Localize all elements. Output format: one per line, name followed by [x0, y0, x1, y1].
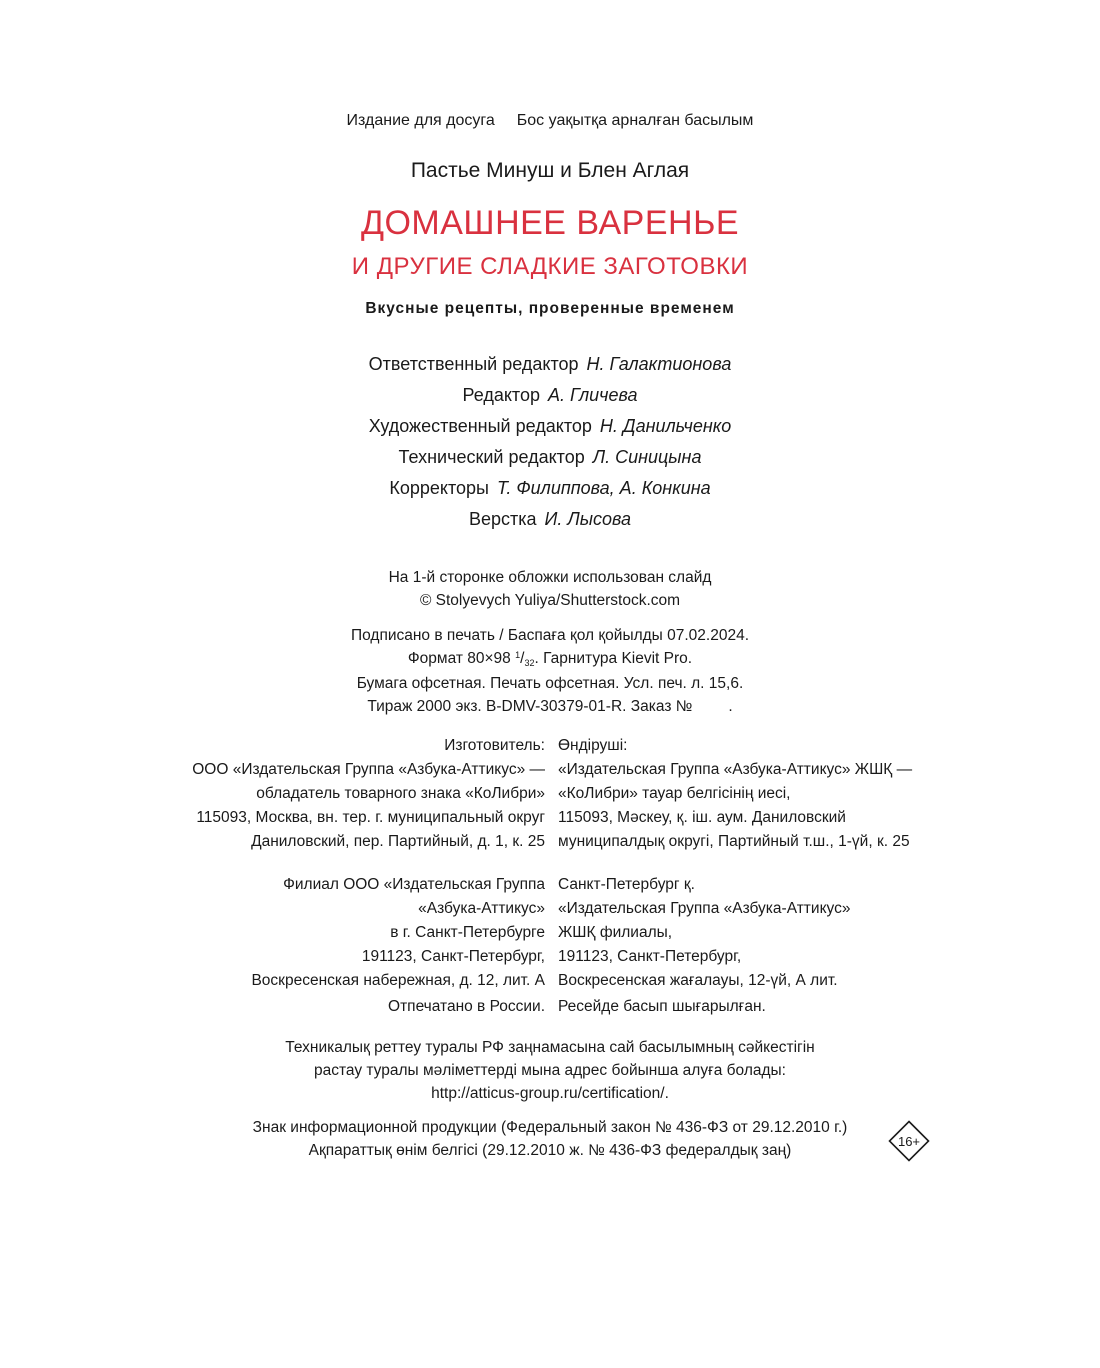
credit-name: Н. Данильченко	[599, 416, 732, 436]
credit-row	[0, 414, 1100, 445]
book-title: ДОМАШНЕЕ ВАРЕНЬЕ	[360, 204, 740, 242]
print-signed-line: Подписано в печать / Баспаға қол қойылды 07.02.2024.	[350, 627, 750, 644]
print-format-line: Формат 80×98 $^1$/32. Гарнитура Kievit Pro.	[407, 650, 693, 668]
age-rating-badge-icon	[888, 1120, 930, 1162]
edition-type-kz: Бос уақытқа арналған басылым	[516, 112, 754, 129]
certification-link[interactable]: http://atticus-group.ru/certification/.	[431, 1085, 669, 1102]
credit-name: И. Лысова	[544, 509, 632, 529]
credits-list	[0, 352, 1100, 538]
cover-note-line: На 1-й сторонке обложки использован слайд	[388, 569, 712, 586]
credit-role: Технический редактор	[398, 447, 585, 467]
credit-name: Т. Филиппова, А. Конкина	[496, 478, 711, 498]
credit-row	[0, 445, 1100, 476]
branch-ru: Филиал ООО «Издательская Группа «Азбука-Аттикус» в г. Санкт-Петербурге 191123, Санкт-Петербург, Воскресенская набережная, д. 12, лит. А	[251, 876, 545, 989]
cover-note-credit: © Stolyevych Yuliya/Shutterstock.com	[419, 592, 681, 609]
printed-in-kz: Ресейде басып шығарылған.	[558, 998, 766, 1015]
book-tagline: Вкусные рецепты, проверенные временем	[365, 300, 735, 317]
age-rating-text: 16+	[897, 1134, 921, 1149]
branch-kz: Санкт-Петербург қ. «Издательская Группа «Азбука-Аттикус» ЖШҚ филиалы, 191123, Санкт-Петербург, Воскресенская жағалауы, 12-үй, А лит.	[558, 876, 851, 989]
print-paper-line: Бумага офсетная. Печать офсетная. Усл. печ. л. 15,6.	[356, 675, 744, 692]
cover-note	[0, 566, 1100, 612]
info-product-sign: Знак информационной продукции (Федеральный закон № 436-ФЗ от 29.12.2010 г.) Ақпараттық өнім белгісі (29.12.2010 ж. № 436-ФЗ федералдық заң)	[252, 1119, 848, 1159]
credit-role: Художественный редактор	[368, 416, 592, 436]
print-run-line: Тираж 2000 экз. B-DMV-30379-01-R. Заказ № .	[367, 698, 733, 715]
manufacturer-ru: Изготовитель: ООО «Издательская Группа «Азбука-Аттикус» — обладатель товарного знака «КоЛибри» 115093, Москва, вн. тер. г. муниципальный округ Даниловский, пер. Партийный, д. 1, к. 25	[192, 737, 545, 850]
print-info	[0, 624, 1100, 718]
credit-role: Редактор	[462, 385, 540, 405]
credit-row	[0, 507, 1100, 538]
authors: Пастье Минуш и Блен Аглая	[410, 159, 690, 182]
credit-name: Л. Синицына	[592, 447, 702, 467]
credit-row	[0, 383, 1100, 414]
credit-name: Н. Галактионова	[586, 354, 732, 374]
printed-in-ru: Отпечатано в России.	[388, 998, 545, 1015]
certification-note: Техникалық реттеу туралы РФ заңнамасына сай басылымның сәйкестігін растау туралы мәліметтерді мына адрес бойынша алуға болады: http://atticus-group.ru/certification/.	[0, 1036, 1100, 1105]
credit-row	[0, 352, 1100, 383]
credit-role: Корректоры	[389, 478, 489, 498]
credit-role: Верстка	[468, 509, 537, 529]
credit-name: А. Гличева	[547, 385, 638, 405]
edition-type-line	[0, 112, 1100, 130]
credit-row	[0, 476, 1100, 507]
credit-role: Ответственный редактор	[368, 354, 579, 374]
manufacturer-kz: Өндіруші: «Издательская Группа «Азбука-Аттикус» ЖШҚ — «КоЛибри» тауар белгісінің иесі, 115093, Мәскеу, қ. іш. аум. Даниловский муниципалдық округі, Партийный т.ш., 1-үй, к. 25	[558, 737, 913, 850]
edition-type-ru: Издание для досуга	[346, 112, 495, 129]
book-subtitle: И ДРУГИЕ СЛАДКИЕ ЗАГОТОВКИ	[351, 253, 749, 280]
